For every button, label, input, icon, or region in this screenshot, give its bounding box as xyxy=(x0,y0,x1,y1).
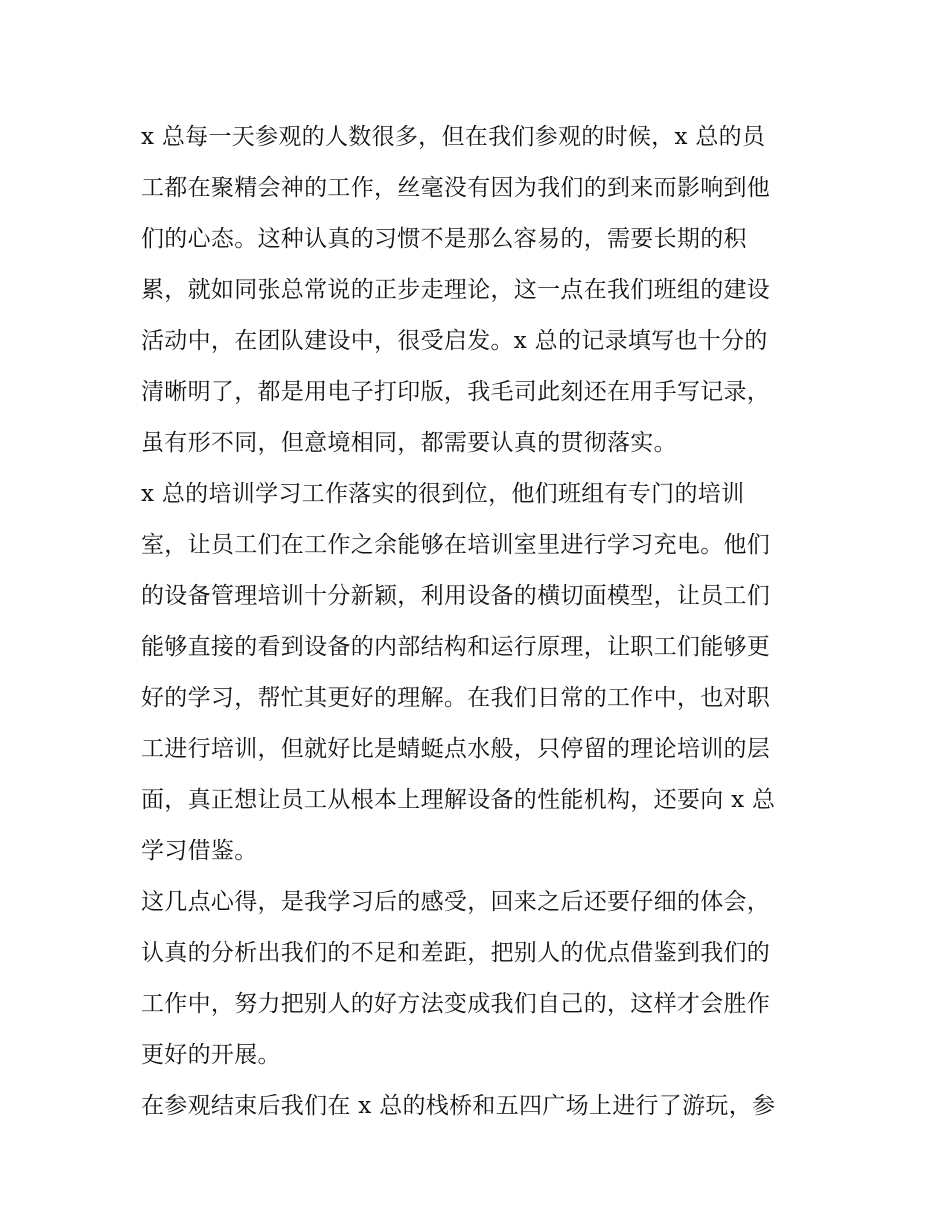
text-line: 工进行培训，但就好比是蜻蜓点水般，只停留的理论培训的层 xyxy=(141,736,771,762)
text-line: 学习借鉴。 xyxy=(141,838,258,864)
text-line: 面，真正想让员工从根本上理解设备的性能机构，还要向 x 总 xyxy=(141,787,776,813)
paragraph-1 xyxy=(141,112,821,469)
text-line: 在参观结束后我们在 x 总的栈桥和五四广场上进行了游玩，参 xyxy=(141,1093,776,1119)
body-text xyxy=(141,112,821,1132)
text-line: 的设备管理培训十分新颖，利用设备的横切面模型，让员工们 xyxy=(141,583,771,609)
text-line: 这几点心得，是我学习后的感受，回来之后还要仔细的体会， xyxy=(141,889,771,915)
paragraph-3 xyxy=(141,877,821,1081)
text-line: x 总的培训学习工作落实的很到位，他们班组有专门的培训 xyxy=(141,481,745,507)
paragraph-4 xyxy=(141,1081,821,1132)
text-line: 工作中，努力把别人的好方法变成我们自己的，这样才会胜作 xyxy=(141,991,771,1017)
text-line: x 总每一天参观的人数很多，但在我们参观的时候，x 总的员 xyxy=(141,124,766,150)
text-line: 工都在聚精会神的工作，丝毫没有因为我们的到来而影响到他 xyxy=(141,175,771,201)
text-line: 室，让员工们在工作之余能够在培训室里进行学习充电。他们 xyxy=(141,532,771,558)
text-line: 虽有形不同，但意境相同，都需要认真的贯彻落实。 xyxy=(141,430,677,456)
text-line: 清晰明了，都是用电子打印版，我毛司此刻还在用手写记录， xyxy=(141,379,771,405)
text-line: 认真的分析出我们的不足和差距，把别人的优点借鉴到我们的 xyxy=(141,940,771,966)
text-line: 活动中，在团队建设中，很受启发。x 总的记录填写也十分的 xyxy=(141,328,768,354)
text-line: 好的学习，帮忙其更好的理解。在我们日常的工作中，也对职 xyxy=(141,685,771,711)
text-line: 能够直接的看到设备的内部结构和运行原理，让职工们能够更 xyxy=(141,634,771,660)
text-line: 累，就如同张总常说的正步走理论，这一点在我们班组的建设 xyxy=(141,277,771,303)
text-line: 们的心态。这种认真的习惯不是那么容易的，需要长期的积 xyxy=(141,226,747,252)
paragraph-2 xyxy=(141,469,821,877)
text-line: 更好的开展。 xyxy=(141,1042,281,1068)
